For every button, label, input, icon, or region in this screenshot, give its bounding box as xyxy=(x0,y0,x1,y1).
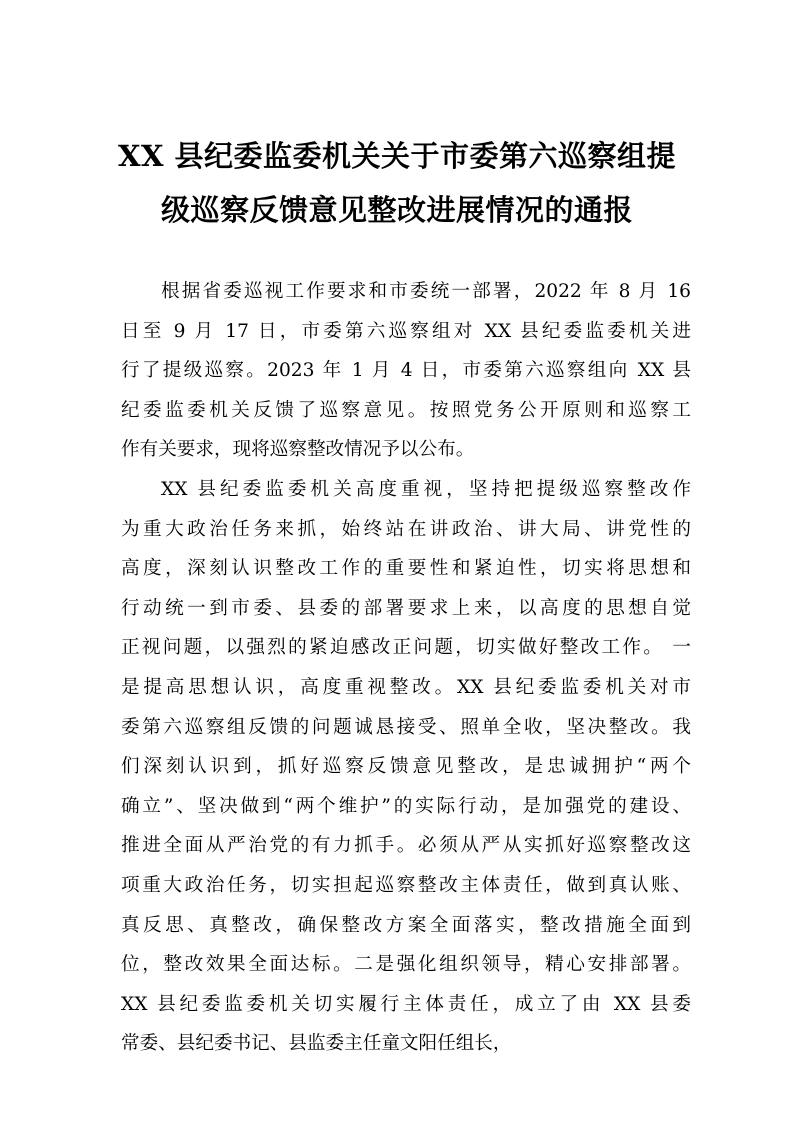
body-line: 是提高思想认识，高度重视整改。XX 县纪委监委机关对市 xyxy=(121,676,691,698)
body-line: 日至 9 月 17 日，市委第六巡察组对 XX 县纪委监委机关进 xyxy=(121,320,691,342)
body-line: XX 县纪委监委机关切实履行主体责任，成立了由 XX 县委 xyxy=(121,993,691,1015)
body-line: 行动统一到市委、县委的部署要求上来，以高度的思想自觉 xyxy=(121,597,691,619)
body-line: 推进全面从严治党的有力抓手。必须从严从实抓好巡察整改这 xyxy=(121,835,691,857)
body-line: 行了提级巡察。2023 年 1 月 4 日，市委第六巡察组向 XX 县 xyxy=(121,360,691,382)
body-line: 常委、县纪委书记、县监委主任童文阳任组长， xyxy=(121,1033,512,1055)
body-line: 确立”、坚决做到“两个维护”的实际行动，是加强党的建设、 xyxy=(121,795,691,817)
body-line: 为重大政治任务来抓，始终站在讲政治、讲大局、讲党性的 xyxy=(121,518,691,540)
body-line: 作有关要求，现将巡察整改情况予以公布。 xyxy=(121,439,475,461)
body-line: 项重大政治任务，切实担起巡察整改主体责任，做到真认账、 xyxy=(121,874,691,896)
document-body xyxy=(121,272,691,1064)
body-line: 正视问题，以强烈的紧迫感改正问题，切实做好整改工作。 一 xyxy=(121,637,691,659)
body-line: 们深刻认识到，抓好巡察反馈意见整改，是忠诚拥护“两个 xyxy=(121,756,691,778)
body-line: 委第六巡察组反馈的问题诚恳接受、照单全收，坚决整改。我 xyxy=(121,716,691,738)
document-title-line-1: XX 县纪委监委机关关于市委第六巡察组提 xyxy=(117,139,677,173)
body-line: 位，整改效果全面达标。二是强化组织领导，精心安排部署。 xyxy=(121,954,691,976)
body-line: 纪委监委机关反馈了巡察意见。按照党务公开原则和巡察工 xyxy=(121,399,691,421)
body-line: XX 县纪委监委机关高度重视，坚持把提级巡察整改作 xyxy=(161,478,691,500)
document-title-line-2: 级巡察反馈意见整改进展情况的通报 xyxy=(160,193,633,227)
body-line: 高度，深刻认识整改工作的重要性和紧迫性，切实将思想和 xyxy=(121,558,691,580)
body-line: 真反思、真整改，确保整改方案全面落实，整改措施全面到 xyxy=(121,914,691,936)
body-line: 根据省委巡视工作要求和市委统一部署，2022 年 8 月 16 xyxy=(161,281,691,302)
